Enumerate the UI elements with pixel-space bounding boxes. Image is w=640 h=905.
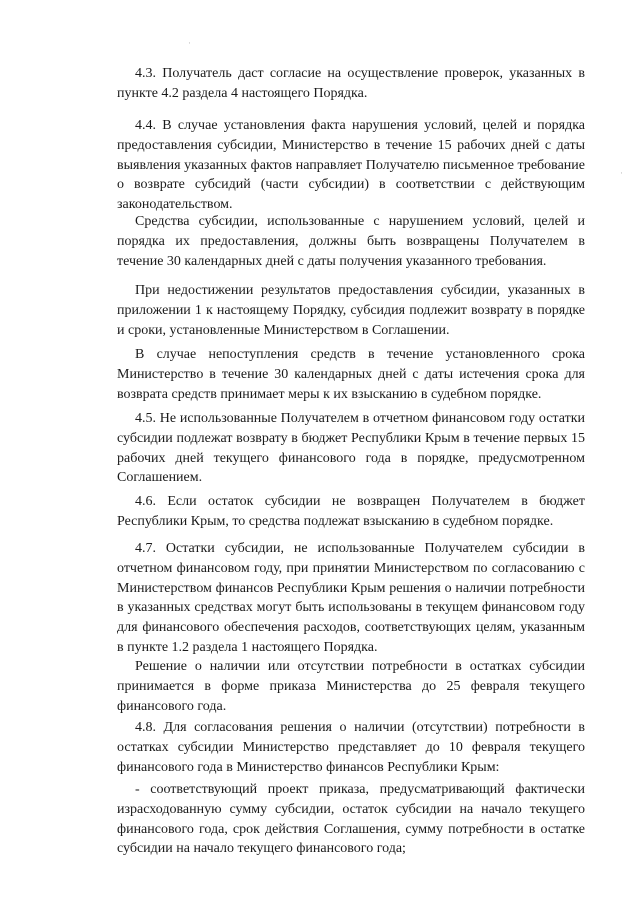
paragraph-4-6: 4.6. Если остаток субсидии не возвращен Получателем в бюджет Республики Крым, то средства подлежат взысканию в судебном порядке.	[117, 494, 585, 529]
paragraph-decision: Решение о наличии или отсутствии потребности в остатках субсидии принимается в форме приказа Министерства до 25 февраля текущего финансового года.	[117, 659, 585, 714]
paragraph-results-not-achieved: При недостижении результатов предоставления субсидии, указанных в приложении 1 к настоящему Порядку, субсидия подлежит возврату в порядке и сроки, установленные Министерством в Соглашении.	[117, 283, 585, 338]
paragraph-non-receipt: В случае непоступления средств в течение установленного срока Министерство в течение 30 календарных дней с даты истечения срока для возврата средств принимает меры к их взысканию в судебном порядке.	[117, 347, 585, 402]
paragraph-4-3: 4.3. Получатель даст согласие на осуществление проверок, указанных в пункте 4.2 раздела 4 настоящего Порядка.	[117, 66, 585, 101]
paragraph-4-7: 4.7. Остатки субсидии, не использованные Получателем субсидии в отчетном финансовом году, при принятии Министерством по согласованию с Министерством финансов Республики Крым решения о наличии потребности в указанных средствах могут быть использованы в текущем финансовом году для финансового обеспечения расходов, соответствующих целям, указанным в пункте 1.2 раздела 1 настоящего Порядка.	[117, 541, 585, 655]
paragraph-draft-order: - соответствующий проект приказа, предусматривающий фактически израсходованную сумму субсидии, остаток субсидии на начало текущего финансового года, срок действия Соглашения, сумму потребности в остатке субсидии на начало текущего финансового года;	[117, 782, 585, 857]
scan-speck: ·	[188, 38, 191, 48]
paragraph-4-4: 4.4. В случае установления факта нарушения условий, целей и порядка предоставления субсидии, Министерство в течение 15 рабочих дней с даты выявления указанных фактов направляет Получателю письменное требование о возврате субсидий (части субсидии) в соответствии с действующим законодательством.	[117, 118, 585, 213]
paragraph-4-5: 4.5. Не использованные Получателем в отчетном финансовом году остатки субсидии подлежат возврату в бюджет Республики Крым в течение первых 15 рабочих дней текущего финансового года в порядке, предусмотренном Соглашением.	[117, 411, 585, 486]
scan-speck: ·	[620, 168, 623, 178]
paragraph-4-8: 4.8. Для согласования решения о наличии (отсутствии) потребности в остатках субсидии Министерство представляет до 10 февраля текущего финансового года в Министерство финансов Республики Крым:	[117, 720, 585, 775]
paragraph-funds-return: Средства субсидии, использованные с нарушением условий, целей и порядка их предоставления, должны быть возвращены Получателем в течение 30 календарных дней с даты получения указанного требования.	[117, 214, 585, 269]
